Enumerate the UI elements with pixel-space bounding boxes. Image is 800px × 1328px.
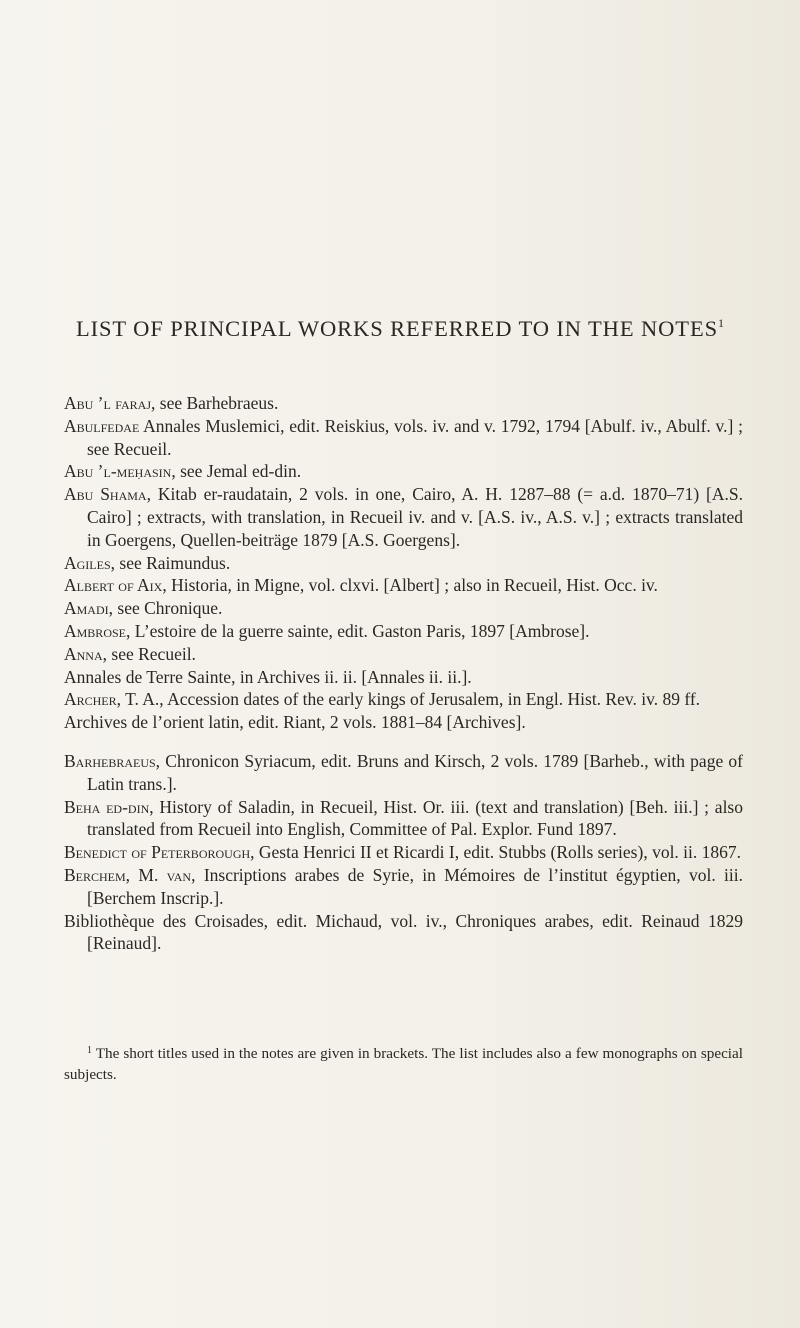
bibliography-entry [64, 552, 743, 575]
bibliography-entry [64, 864, 743, 910]
page-title [40, 308, 760, 344]
entry-head: Abu Shama, [64, 484, 151, 505]
bibliography-entry [64, 483, 743, 551]
entry-head: Abu ’l faraj, [64, 393, 156, 413]
entry-text: Kitab er-raudatain, 2 vols. in one, Cairo, A. H. 1287–88 (= a.d. 1870–71) [A.S. Cairo] ; extracts, with translation, in Recueil iv. and v. [A.S. iv., A.S. v.] ; extracts translated in Goergens, Quellen-beiträge 1879 [A.S. Goergens]. [87, 484, 743, 550]
entry-text: see Recueil. [107, 643, 196, 664]
entry-text: Gesta Henrici II et Ricardi I, edit. Stubbs (Rolls series), vol. ii. 1867. [254, 842, 742, 863]
entry-head: Abu ’l-meḥasin, [64, 461, 176, 482]
bibliography-entry [64, 688, 743, 711]
bibliography-entry [64, 392, 743, 415]
bibliography-list [64, 392, 743, 955]
entry-head: Barhebraeus, [64, 750, 161, 771]
bibliography-entry [64, 910, 743, 956]
bibliography-entry [64, 620, 743, 643]
entry-head: Agiles, [64, 552, 116, 573]
entry-text: Annales Muslemici, edit. Reiskius, vols. iv. and v. 1792, 1794 [Abulf. iv., Abulf. v.] ; see Recueil. [87, 415, 743, 459]
entry-head: Archer, T. A., [64, 689, 164, 710]
entry-text: Historia, in Migne, vol. clxvi. [Albert] ; also in Recueil, Hist. Occ. iv. [166, 575, 658, 596]
title-text: LIST OF PRINCIPAL WORKS REFERRED TO IN THE NOTES [75, 316, 719, 341]
entry-text: Archives de l’orient latin, edit. Riant, 2 vols. 1881–84 [Archives]. [64, 712, 526, 733]
bibliography-entry [64, 796, 743, 842]
entry-head: Benedict of Peterborough, [64, 842, 255, 863]
entry-text: Accession dates of the early kings of Jerusalem, in Engl. Hist. Rev. iv. 89 ff. [163, 689, 701, 710]
entry-head: Amadi, [64, 598, 114, 619]
entry-text: see Jemal ed-din. [175, 461, 302, 482]
bibliography-entry [64, 574, 743, 597]
bibliography-entry [64, 750, 743, 796]
entry-text: Chronicon Syriacum, edit. Bruns and Kirsch, 2 vols. 1789 [Barheb., with page of Latin trans.]. [87, 750, 743, 794]
bibliography-entry [64, 597, 743, 620]
bibliography-entry [64, 415, 743, 461]
title-footnote-mark: 1 [718, 316, 725, 330]
footnote-text: The short titles used in the notes are given in brackets. The list includes also a few monographs on special subjects. [64, 1045, 743, 1083]
entry-text: Bibliothèque des Croisades, edit. Michaud, vol. iv., Chroniques arabes, edit. Reinaud 1829 [Reinaud]. [64, 910, 743, 954]
footnote [64, 1040, 743, 1085]
entry-head: Anna, [64, 643, 108, 664]
entry-text: Annales de Terre Sainte, in Archives ii. ii. [Annales ii. ii.]. [64, 666, 472, 687]
entry-head: Ambrose, [64, 620, 131, 641]
entry-text: Inscriptions arabes de Syrie, in Mémoires de l’institut égyptien, vol. iii. [Berchem Inscrip.]. [87, 864, 743, 908]
bibliography-entry [64, 711, 743, 734]
bibliography-entry [64, 460, 743, 483]
entry-text: History of Saladin, in Recueil, Hist. Or. iii. (text and translation) [Beh. iii.] ; also translated from Recueil into English, Committee of Pal. Explor. Fund 1897. [87, 796, 743, 840]
bibliography-entry [64, 666, 743, 689]
entry-head: Albert of Aix, [64, 575, 167, 596]
entry-head: Berchem, M. van, [64, 864, 196, 885]
bibliography-entry [64, 841, 743, 864]
entry-text: L’estoire de la guerre sainte, edit. Gaston Paris, 1897 [Ambrose]. [130, 620, 590, 641]
entry-text: see Barhebraeus. [155, 393, 279, 413]
footnote-mark: 1 [87, 1045, 92, 1056]
entry-text: see Chronique. [113, 598, 223, 619]
entry-head: Abulfedae [64, 415, 140, 436]
entry-head: Beha ed-din, [64, 796, 154, 817]
entry-text: see Raimundus. [115, 552, 231, 573]
bibliography-entry [64, 643, 743, 666]
